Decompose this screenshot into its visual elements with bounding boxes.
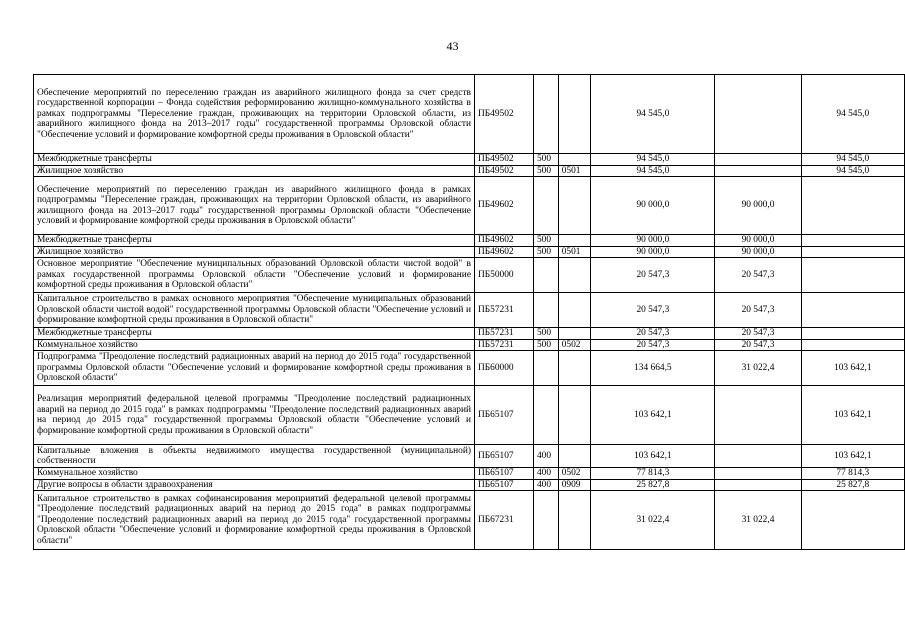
row-section-cell: [558, 351, 591, 386]
row-expense-type-cell: [533, 75, 558, 154]
row-expense-type-cell: 500: [533, 235, 558, 247]
table-row: [34, 491, 905, 550]
table-row: [34, 328, 905, 340]
row-code-cell: ПБ49502: [474, 154, 533, 166]
row-name-cell: Основное мероприятие "Обеспечение муниципальных образований Орловской области чистой водой" в рамках государственной программы Орловской области "Обеспечение условий и формирование комфортной среды проживания в Орловской области": [34, 258, 475, 293]
row-total-cell: 94 545,0: [591, 75, 715, 154]
row-regional-amount-cell: 20 547,3: [715, 258, 801, 293]
row-code-cell: ПБ50000: [474, 258, 533, 293]
budget-table: [33, 74, 905, 550]
row-section-cell: 0502: [558, 339, 591, 351]
row-code-cell: ПБ65107: [474, 386, 533, 445]
row-expense-type-cell: 500: [533, 165, 558, 177]
row-name-cell: Капитальное строительство в рамках основного мероприятия "Обеспечение муниципальных образований Орловской области чистой водой" государственной программы Орловской области "Обеспечение условий и формирование комфортной среды проживания в Орловской области": [34, 293, 475, 328]
row-regional-amount-cell: 90 000,0: [715, 246, 801, 258]
row-total-cell: 90 000,0: [591, 246, 715, 258]
row-federal-amount-cell: 94 545,0: [801, 75, 904, 154]
row-expense-type-cell: [533, 177, 558, 235]
row-section-cell: [558, 75, 591, 154]
table-row: [34, 246, 905, 258]
row-code-cell: ПБ57231: [474, 339, 533, 351]
row-code-cell: ПБ57231: [474, 293, 533, 328]
row-name-cell: Межбюджетные трансферты: [34, 328, 475, 340]
row-total-cell: 134 664,5: [591, 351, 715, 386]
table-row: [34, 154, 905, 166]
row-federal-amount-cell: 94 545,0: [801, 165, 904, 177]
row-name-cell: Другие вопросы в области здравоохранения: [34, 479, 475, 491]
row-expense-type-cell: 500: [533, 154, 558, 166]
row-total-cell: 20 547,3: [591, 339, 715, 351]
row-regional-amount-cell: [715, 386, 801, 445]
table-row: [34, 165, 905, 177]
table-row: [34, 351, 905, 386]
row-section-cell: 0502: [558, 468, 591, 480]
row-code-cell: ПБ65107: [474, 479, 533, 491]
row-total-cell: 94 545,0: [591, 154, 715, 166]
row-name-cell: Межбюджетные трансферты: [34, 235, 475, 247]
row-code-cell: ПБ65107: [474, 445, 533, 468]
row-section-cell: [558, 445, 591, 468]
row-name-cell: Капитальные вложения в объекты недвижимого имущества государственной (муниципальной) собственности: [34, 445, 475, 468]
row-federal-amount-cell: [801, 339, 904, 351]
row-name-cell: Реализация мероприятий федеральной целевой программы "Преодоление последствий радиационных аварий на период до 2015 года" в рамках подпрограммы "Преодоление последствий радиационных аварий на период до 2015 года" государственной программы Орловской области "Обеспечение условий и формирование комфортной среды проживания в Орловской области": [34, 386, 475, 445]
table-row: [34, 293, 905, 328]
row-federal-amount-cell: [801, 177, 904, 235]
row-total-cell: 20 547,3: [591, 293, 715, 328]
row-section-cell: [558, 328, 591, 340]
row-code-cell: ПБ67231: [474, 491, 533, 550]
row-name-cell: Межбюджетные трансферты: [34, 154, 475, 166]
row-federal-amount-cell: 25 827,8: [801, 479, 904, 491]
row-section-cell: [558, 177, 591, 235]
row-section-cell: [558, 154, 591, 166]
row-federal-amount-cell: 103 642,1: [801, 351, 904, 386]
row-name-cell: Капитальное строительство в рамках софинансирования мероприятий федеральной целевой программы "Преодоление последствий радиационных аварий на период до 2015 года" в рамках подпрограммы "Преодоление последствий радиационных аварий на период до 2015 года" государственной программы Орловской области "Обеспечение условий и формирование комфортной среды проживания в Орловской области": [34, 491, 475, 550]
row-section-cell: [558, 235, 591, 247]
row-expense-type-cell: 500: [533, 339, 558, 351]
row-regional-amount-cell: [715, 468, 801, 480]
row-code-cell: ПБ65107: [474, 468, 533, 480]
page-number: 43: [446, 39, 459, 53]
row-total-cell: 94 545,0: [591, 165, 715, 177]
row-code-cell: ПБ60000: [474, 351, 533, 386]
row-expense-type-cell: 400: [533, 468, 558, 480]
row-name-cell: Коммунальное хозяйство: [34, 468, 475, 480]
row-expense-type-cell: 400: [533, 445, 558, 468]
row-expense-type-cell: 500: [533, 328, 558, 340]
row-total-cell: 77 814,3: [591, 468, 715, 480]
row-regional-amount-cell: 20 547,3: [715, 339, 801, 351]
row-section-cell: [558, 293, 591, 328]
row-regional-amount-cell: [715, 165, 801, 177]
row-expense-type-cell: [533, 258, 558, 293]
row-federal-amount-cell: [801, 258, 904, 293]
row-regional-amount-cell: 31 022,4: [715, 351, 801, 386]
row-total-cell: 20 547,3: [591, 328, 715, 340]
row-federal-amount-cell: [801, 293, 904, 328]
table-row: [34, 468, 905, 480]
row-name-cell: Жилищное хозяйство: [34, 246, 475, 258]
row-section-cell: 0501: [558, 165, 591, 177]
row-name-cell: Обеспечение мероприятий по переселению граждан из аварийного жилищного фонда за счет средств государственной корпорации – Фонда содействия реформированию жилищно-коммунального хозяйства в рамках подпрограммы "Переселение граждан, проживающих на территории Орловской области, из аварийного жилищного фонда на 2013–2017 годы" государственной программы Орловской области "Обеспечение условий и формирование комфортной среды проживания в Орловской области": [34, 75, 475, 154]
row-total-cell: 20 547,3: [591, 258, 715, 293]
table-row: [34, 339, 905, 351]
row-regional-amount-cell: 31 022,4: [715, 491, 801, 550]
row-federal-amount-cell: 94 545,0: [801, 154, 904, 166]
row-federal-amount-cell: [801, 246, 904, 258]
table-row: [34, 479, 905, 491]
row-federal-amount-cell: 103 642,1: [801, 445, 904, 468]
row-code-cell: ПБ49602: [474, 246, 533, 258]
row-total-cell: 25 827,8: [591, 479, 715, 491]
table-row: [34, 177, 905, 235]
row-regional-amount-cell: 90 000,0: [715, 235, 801, 247]
table-row: [34, 386, 905, 445]
row-regional-amount-cell: 20 547,3: [715, 293, 801, 328]
row-regional-amount-cell: [715, 154, 801, 166]
table-row: [34, 75, 905, 154]
row-total-cell: 31 022,4: [591, 491, 715, 550]
table-row: [34, 258, 905, 293]
row-name-cell: Жилищное хозяйство: [34, 165, 475, 177]
row-regional-amount-cell: 90 000,0: [715, 177, 801, 235]
row-total-cell: 90 000,0: [591, 177, 715, 235]
row-expense-type-cell: 500: [533, 246, 558, 258]
table-row: [34, 235, 905, 247]
row-regional-amount-cell: 20 547,3: [715, 328, 801, 340]
row-section-cell: 0909: [558, 479, 591, 491]
row-expense-type-cell: 400: [533, 479, 558, 491]
row-total-cell: 103 642,1: [591, 386, 715, 445]
row-expense-type-cell: [533, 491, 558, 550]
row-code-cell: ПБ49602: [474, 177, 533, 235]
row-federal-amount-cell: [801, 328, 904, 340]
row-regional-amount-cell: [715, 75, 801, 154]
row-section-cell: [558, 258, 591, 293]
row-expense-type-cell: [533, 351, 558, 386]
row-name-cell: Коммунальное хозяйство: [34, 339, 475, 351]
row-expense-type-cell: [533, 386, 558, 445]
row-code-cell: ПБ49502: [474, 75, 533, 154]
table-row: [34, 445, 905, 468]
row-federal-amount-cell: 77 814,3: [801, 468, 904, 480]
row-federal-amount-cell: [801, 491, 904, 550]
row-code-cell: ПБ49602: [474, 235, 533, 247]
row-federal-amount-cell: 103 642,1: [801, 386, 904, 445]
row-code-cell: ПБ49502: [474, 165, 533, 177]
row-code-cell: ПБ57231: [474, 328, 533, 340]
row-regional-amount-cell: [715, 479, 801, 491]
row-total-cell: 90 000,0: [591, 235, 715, 247]
row-section-cell: [558, 386, 591, 445]
row-federal-amount-cell: [801, 235, 904, 247]
row-section-cell: [558, 491, 591, 550]
row-section-cell: 0501: [558, 246, 591, 258]
row-regional-amount-cell: [715, 445, 801, 468]
row-name-cell: Подпрограмма "Преодоление последствий радиационных аварий на период до 2015 года" государственной программы Орловской области "Обеспечение условий и формирование комфортной среды проживания в Орловской области": [34, 351, 475, 386]
row-expense-type-cell: [533, 293, 558, 328]
row-name-cell: Обеспечение мероприятий по переселению граждан из аварийного жилищного фонда в рамках подпрограммы "Переселение граждан, проживающих на территории Орловской области, из аварийного жилищного фонда на 2013–2017 годы" государственной программы Орловской области "Обеспечение условий и формирование комфортной среды проживания в Орловской области": [34, 177, 475, 235]
row-total-cell: 103 642,1: [591, 445, 715, 468]
